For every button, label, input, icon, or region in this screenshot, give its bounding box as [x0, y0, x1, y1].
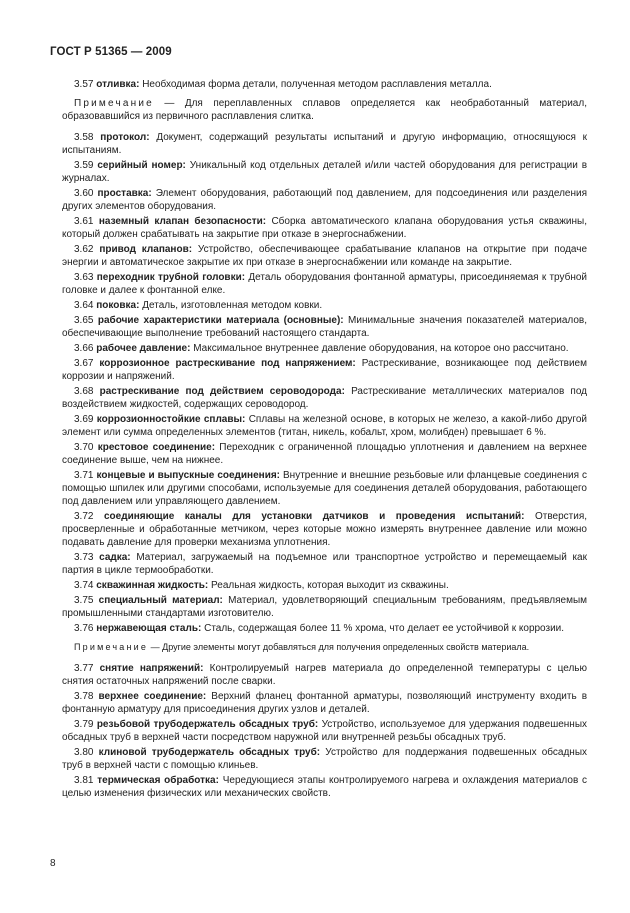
entry-term: резьбовой трубодержатель обсадных труб:	[96, 719, 319, 730]
entry-text: Чередующиеся этапы контролируемого нагрева и охлаждения материалов с целью изменения физических или механических свойств.	[62, 775, 588, 799]
entry-number: 3.81	[74, 775, 94, 786]
definition-entry	[62, 746, 587, 772]
entry-term: концевые и выпускные соединения:	[96, 470, 281, 481]
entry-term: привод клапанов:	[99, 244, 193, 255]
entry-number: 3.68	[74, 386, 94, 397]
entry-number: 3.61	[74, 216, 94, 227]
entry-text: Устройство, используемое для удержания подвешенных обсадных труб в верхней части посредством наружной или внутренней резьбы обсадных труб.	[62, 719, 588, 743]
definition-entry	[62, 131, 587, 157]
entry-term: снятие напряжений:	[99, 663, 204, 674]
definition-entry	[62, 469, 587, 508]
definition-entry	[62, 551, 587, 577]
entry-number: 3.79	[74, 719, 94, 730]
definition-entry	[62, 579, 587, 592]
entry-term: термическая обработка:	[97, 775, 219, 786]
entry-term: проставка:	[97, 188, 152, 199]
entry-term: нержавеющая сталь:	[96, 623, 202, 634]
entry-text: Деталь оборудования фонтанной арматуры, присоединяемая к трубной головке и далее к фонтанной елке.	[62, 272, 588, 296]
entry-number: 3.60	[74, 188, 94, 199]
entry-text: Растрескивание, возникающее под действием коррозии и напряжений.	[62, 358, 587, 382]
entry-text: Минимальные значения показателей материалов, обеспечивающие выполнение требований настоящего стандарта.	[62, 315, 588, 339]
definition-entry	[62, 271, 587, 297]
entry-text: Деталь, изготовленная методом ковки.	[142, 300, 323, 311]
entry-term: соединяющие каналы для установки датчиков и проведения испытаний:	[103, 511, 525, 522]
entry-term: рабочие характеристики материала (основные):	[97, 315, 344, 326]
entry-text: Материал, загружаемый на подъемное или транспортное устройство и перемещаемый как партия в цикле термообработки.	[62, 552, 587, 576]
definition-entry	[62, 299, 587, 312]
entry-text: Переходник с ограниченной площадью уплотнения и давлением на верхнее соединение выше, чем на нижнее.	[62, 442, 587, 466]
entry-text: Уникальный код отдельных деталей и/или частей оборудования для регистрации в журналах.	[62, 160, 588, 184]
entry-number: 3.70	[74, 442, 94, 453]
entry-term: протокол:	[100, 132, 150, 143]
entry-number: 3.64	[74, 300, 94, 311]
definition-entry	[62, 510, 587, 549]
definition-entry	[62, 413, 587, 439]
entry-text: Сборка автоматического клапана оборудования устья скважины, который должен срабатывать на закрытие при отказе в энергоснабжении.	[62, 216, 587, 240]
entry-text: Необходимая форма детали, полученная методом расплавления металла.	[142, 79, 492, 90]
definition-entry	[62, 441, 587, 467]
entry-number: 3.63	[74, 272, 94, 283]
definition-entry	[62, 159, 587, 185]
entry-text: Реальная жидкость, которая выходит из скважины.	[211, 580, 449, 591]
entry-number: 3.65	[74, 315, 94, 326]
entry-term: садка:	[99, 552, 131, 563]
note-text: — Другие элементы могут добавляться для получения определенных свойств материала.	[150, 642, 530, 652]
entry-term: рабочее давление:	[96, 343, 191, 354]
entry-number: 3.69	[74, 414, 94, 425]
entry-term: верхнее соединение:	[98, 691, 207, 702]
definition-entry	[62, 662, 587, 688]
entry-number: 3.62	[74, 244, 94, 255]
entry-term: клиновой трубодержатель обсадных труб:	[98, 747, 321, 758]
entry-term: крестовое соединение:	[97, 442, 216, 453]
entry-number: 3.78	[74, 691, 94, 702]
note-text: — Для переплавленных сплавов определяется как необработанный материал, образовавшийся из первичного расплавления слитка.	[62, 98, 587, 122]
entry-number: 3.76	[74, 623, 94, 634]
entry-term: отливка:	[96, 79, 140, 90]
entry-text: Отверстия, просверленные и обработанные метчиком, через которые можно измерять внутреннее давление или можно подавать давление для проверки механизма уплотнения.	[62, 511, 588, 548]
definition-entry	[62, 243, 587, 269]
entry-number: 3.72	[74, 511, 94, 522]
entry-text: Внутренние и внешние резьбовые или фланцевые соединения с помощью шпилек или другими способами, используемые для соединения деталей оборудования, работающего под давлением или управляющего давлением.	[62, 470, 588, 507]
entry-number: 3.59	[74, 160, 94, 171]
entry-number: 3.80	[74, 747, 94, 758]
entry-term: серийный номер:	[97, 160, 186, 171]
entry-number: 3.77	[74, 663, 94, 674]
entry-text: Контролируемый нагрев материала до определенной температуры с целью снятия остаточных напряжений после сварки.	[62, 663, 587, 687]
entry-text: Сплавы на железной основе, в которых не железо, а какой-либо другой элемент или сумма определенных элементов (титан, никель, кобальт, хром, молибден) превышает 6 %.	[62, 414, 588, 438]
definition-entry	[62, 622, 587, 635]
note-label: Примечание	[74, 642, 149, 652]
definition-entry	[62, 357, 587, 383]
entry-number: 3.58	[74, 132, 94, 143]
entry-term: специальный материал:	[98, 595, 223, 606]
note	[62, 641, 587, 653]
entry-text: Сталь, содержащая более 11 % хрома, что делает ее устойчивой к коррозии.	[204, 623, 565, 634]
entry-text: Материал, удовлетворяющий специальным требованиям, предъявляемым промышленными стандартами изготовителю.	[62, 595, 588, 619]
entry-number: 3.74	[74, 580, 94, 591]
definition-entry	[62, 78, 587, 91]
entry-text: Растрескивание металлических материалов под воздействием жидкостей, содержащих сероводород.	[62, 386, 588, 410]
definition-entry	[62, 215, 587, 241]
entry-term: поковка:	[96, 300, 140, 311]
entry-term: коррозионное растрескивание под напряжением:	[99, 358, 356, 369]
entry-text: Документ, содержащий результаты испытаний и другую информацию, относящуюся к испытаниям.	[62, 132, 588, 156]
definition-entry	[62, 187, 587, 213]
note-label: Примечание	[74, 98, 154, 109]
definition-entry	[62, 594, 587, 620]
entry-number: 3.73	[74, 552, 94, 563]
entry-term: растрескивание под действием сероводорода:	[99, 386, 345, 397]
entry-text: Устройство для поддержания подвешенных обсадных труб в верхней части с помощью клиньев.	[62, 747, 588, 771]
entry-term: скважинная жидкость:	[96, 580, 209, 591]
definition-entry	[62, 718, 587, 744]
entry-text: Элемент оборудования, работающий под давлением, для подсоединения или разделения других элементов оборудования.	[62, 188, 587, 212]
entry-text: Устройство, обеспечивающее срабатывание клапанов на открытие при подаче энергии и автоматическое закрытие их при отказе в энергоснабжении или команде на закрытие.	[62, 244, 588, 268]
definition-entry	[62, 314, 587, 340]
entry-text: Максимальное внутреннее давление оборудования, на которое оно рассчитано.	[193, 343, 569, 354]
note	[62, 97, 587, 123]
definition-entry	[62, 774, 587, 800]
entry-term: коррозионностойкие сплавы:	[96, 414, 246, 425]
entry-number: 3.66	[74, 343, 94, 354]
definition-entry	[62, 690, 587, 716]
definition-entry	[62, 342, 587, 355]
entry-number: 3.67	[74, 358, 94, 369]
entry-text: Верхний фланец фонтанной арматуры, позволяющий инструменту входить в фонтанную арматуру для присоединения других узлов и деталей.	[62, 691, 588, 715]
entry-term: переходник трубной головки:	[96, 272, 246, 283]
entry-number: 3.75	[74, 595, 94, 606]
document-header: ГОСТ Р 51365 — 2009	[50, 46, 172, 58]
entry-term: наземный клапан безопасности:	[98, 216, 267, 227]
entry-number: 3.71	[74, 470, 94, 481]
entry-number: 3.57	[74, 79, 94, 90]
document-body	[62, 78, 587, 802]
page-number: 8	[50, 858, 56, 869]
definition-entry	[62, 385, 587, 411]
